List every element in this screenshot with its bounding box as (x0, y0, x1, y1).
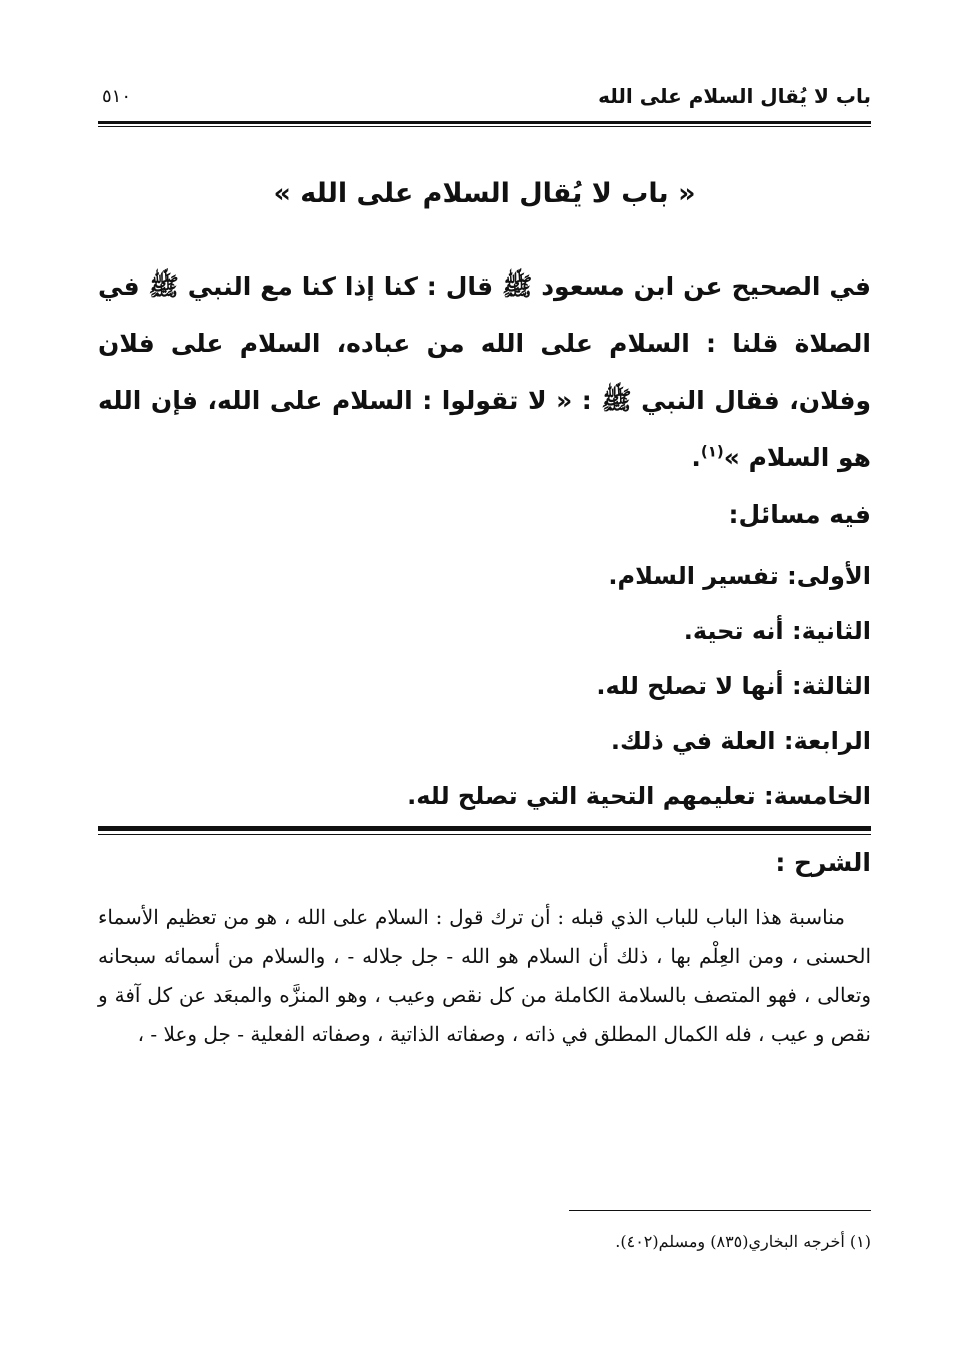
commentary-heading: الشرح : (775, 848, 871, 877)
hadith-end: . (691, 443, 701, 472)
commentary-text: مناسبة هذا الباب للباب الذي قبله : أن ترك قول : السلام على الله ، هو من تعظيم الأسماء الحسنى ، ومن العِلْم بها ، ذلك أن السلام هو الله - جل جلاله - ، والسلام من أسمائه سبحانه وتعالى ، فهو المتصف بالسلامة الكاملة من كل نقص وعيب ، وهو المنزَّه والمبعَد عن كل آفة و نقص و عيب ، فله الكمال المطلق في ذاته ، وصفاته الذاتية ، وصفاته الفعلية - جل وعلا - ، (98, 905, 871, 1046)
footnote-rule (569, 1210, 871, 1211)
issue-item: الرابعة: العلة في ذلك. (610, 727, 871, 755)
section-separator-thin (98, 834, 871, 835)
hadith-body: في الصحيح عن ابن مسعود ﷺ قال : كنا إذا كنا مع النبي ﷺ في الصلاة قلنا : السلام على الله من عباده، السلام على فلان وفلان، فقال النبي ﷺ : « لا تقولوا : السلام على الله، فإن الله هو السلام » (98, 272, 871, 472)
hadith-text (98, 258, 871, 486)
issue-item: الثالثة: أنها لا تصلح لله. (596, 672, 871, 700)
running-title: باب لا يُقال السلام على الله (598, 84, 871, 108)
issue-item: الخامسة: تعليمهم التحية التي تصلح لله. (407, 782, 871, 810)
section-separator (98, 826, 871, 831)
footnote-reference: (١) (700, 442, 724, 461)
page-number: ٥١٠ (102, 86, 132, 107)
issues-heading: فيه مسائل: (728, 500, 871, 529)
issue-item: الأولى: تفسير السلام. (608, 562, 871, 590)
chapter-title: « باب لا يُقال السلام على الله » (273, 178, 696, 209)
header-rule-thin (98, 126, 871, 127)
header-rule (98, 121, 871, 124)
issue-item: الثانية: أنه تحية. (683, 617, 871, 645)
footnote: (١) أخرجه البخاري(٨٣٥) ومسلم(٤٠٢). (615, 1232, 871, 1251)
running-header (98, 82, 871, 116)
issues-list (407, 556, 871, 831)
